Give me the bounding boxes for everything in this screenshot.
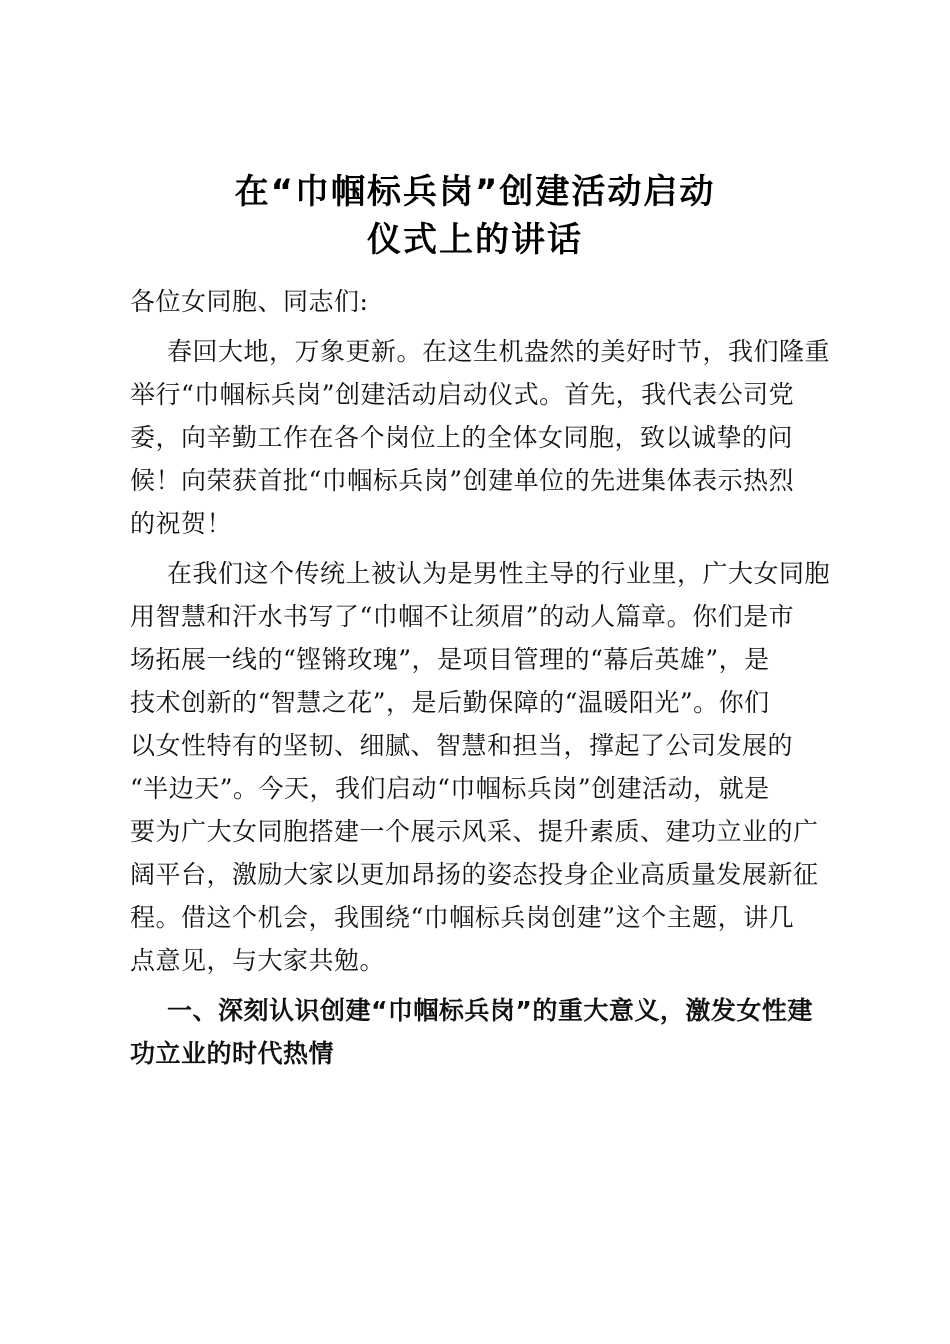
- paragraph-1-line: 春回大地，万象更新。在这生机盎然的美好时节，我们隆重: [167, 337, 831, 366]
- paragraph-2-line: 阔平台，激励大家以更加昂扬的姿态投身企业高质量发展新征: [130, 860, 819, 889]
- document-title-line-2: 仪式上的讲话: [367, 220, 583, 260]
- salutation: 各位女同胞、同志们:: [130, 287, 369, 316]
- paragraph-2-line: 要为广大女同胞搭建一个展示风采、提升素质、建功立业的广: [130, 817, 819, 846]
- section-heading-1-line: 一、深刻认识创建“巾帼标兵岗”的重大意义，激发女性建: [167, 996, 813, 1025]
- paragraph-2-line: 用智慧和汗水书写了“巾帼不让须眉”的动人篇章。你们是市: [130, 602, 795, 631]
- paragraph-2-line: 在我们这个传统上被认为是男性主导的行业里，广大女同胞: [167, 559, 831, 588]
- paragraph-2-line: “半边天”。今天，我们启动“巾帼标兵岗”创建活动，就是: [130, 774, 770, 803]
- paragraph-1-line: 的祝贺！: [130, 509, 233, 538]
- paragraph-2-line: 程。借这个机会，我围绕“巾帼标兵岗创建”这个主题，讲几: [130, 903, 795, 932]
- section-heading-1-line: 功立业的时代热情: [130, 1039, 335, 1068]
- paragraph-2-line: 场拓展一线的“铿锵玫瑰”，是项目管理的“幕后英雄”，是: [130, 645, 770, 674]
- paragraph-2-line: 技术创新的“智慧之花”，是后勤保障的“温暖阳光”。你们: [130, 688, 770, 717]
- paragraph-1-line: 候！向荣获首批“巾帼标兵岗”创建单位的先进集体表示热烈: [130, 466, 795, 495]
- paragraph-2-line: 点意见，与大家共勉。: [130, 946, 386, 975]
- paragraph-1-line: 委，向辛勤工作在各个岗位上的全体女同胞，致以诚挚的问: [130, 423, 794, 452]
- paragraph-2-line: 以女性特有的坚韧、细腻、智慧和担当，撑起了公司发展的: [130, 731, 794, 760]
- paragraph-1-line: 举行“巾帼标兵岗”创建活动启动仪式。首先，我代表公司党: [130, 380, 795, 409]
- document-title-line-1: 在“巾帼标兵岗”创建活动启动: [234, 172, 716, 212]
